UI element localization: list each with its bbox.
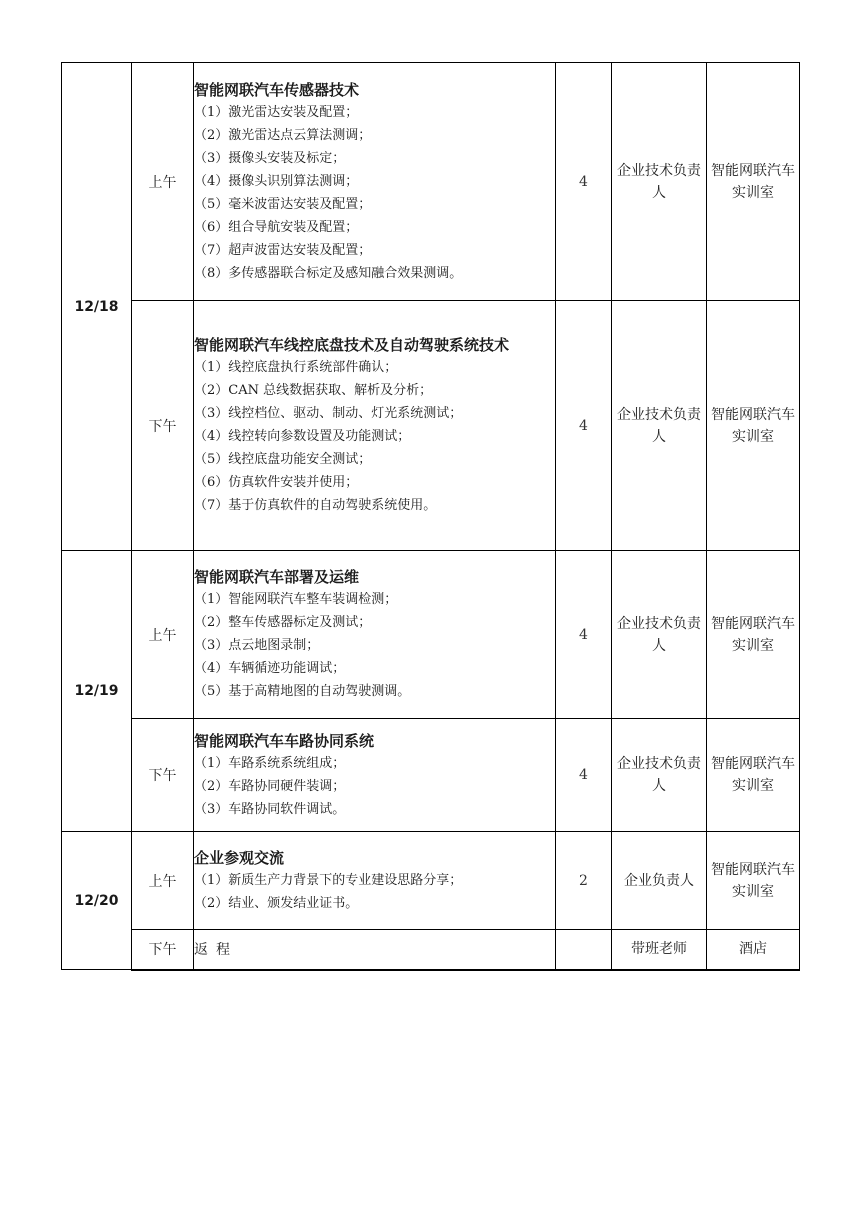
table-row (62, 832, 800, 930)
venue-cell: 酒店 (707, 930, 800, 970)
teacher-cell: 带班老师 (612, 930, 707, 970)
venue-cell: 智能网联汽车实训室 (707, 832, 800, 930)
table-row (62, 551, 800, 719)
table-row (62, 719, 800, 832)
teacher-cell: 企业技术负责人 (612, 551, 707, 719)
course-item: （4）摄像头识别算法测调； (194, 173, 359, 189)
session-cell: 下午 (132, 719, 194, 832)
teacher-cell: 企业技术负责人 (612, 63, 707, 301)
course-item: （5）线控底盘功能安全测试； (194, 452, 372, 467)
hours-cell: 4 (556, 63, 612, 301)
venue-cell: 智能网联汽车实训室 (707, 63, 800, 301)
session-cell: 上午 (132, 551, 194, 719)
course-item-list (194, 588, 555, 703)
return-trip-label: 返程 (194, 942, 238, 959)
course-title: 智能网联汽车车路协同系统 (194, 731, 375, 750)
course-item: （3）线控档位、驱动、制动、灯光系统测试； (194, 406, 463, 421)
teacher-cell: 企业负责人 (612, 832, 707, 930)
course-item-list (194, 101, 555, 285)
session-cell: 上午 (132, 63, 194, 301)
course-item: （4）线控转向参数设置及功能测试； (194, 429, 411, 444)
table-row (62, 301, 800, 551)
hours-cell: 4 (556, 719, 612, 832)
course-item: （6）仿真软件安装并使用； (194, 475, 359, 490)
course-item: （1）新质生产力背景下的专业建设思路分享； (194, 872, 463, 888)
course-item: （2）CAN 总线数据获取、解析及分析； (194, 383, 433, 398)
course-item: （3）点云地图录制； (194, 638, 320, 653)
course-item: （1）线控底盘执行系统部件确认； (194, 360, 398, 375)
course-item: （2）结业、颁发结业证书。 (194, 895, 359, 911)
date-cell: 12/20 (62, 832, 132, 970)
session-cell: 下午 (132, 930, 194, 970)
course-item: （1）车路系统系统组成； (194, 755, 346, 771)
course-item-list (194, 356, 555, 517)
course-item: （2）激光雷达点云算法测调； (194, 127, 372, 143)
course-item: （7）超声波雷达安装及配置； (194, 242, 372, 258)
date-cell: 12/18 (62, 63, 132, 551)
course-item-list (194, 752, 555, 821)
venue-cell: 智能网联汽车实训室 (707, 719, 800, 832)
course-title: 智能网联汽车部署及运维 (194, 568, 360, 586)
course-item: （3）车路协同软件调试。 (194, 801, 346, 817)
venue-cell: 智能网联汽车实训室 (707, 301, 800, 551)
hours-cell: 4 (556, 551, 612, 719)
table-row (62, 63, 800, 301)
table-row (62, 930, 800, 970)
course-title: 智能网联汽车传感器技术 (194, 80, 360, 99)
session-cell: 下午 (132, 301, 194, 551)
course-item: （1）激光雷达安装及配置； (194, 104, 359, 120)
content-cell (194, 930, 556, 970)
course-item-list (194, 869, 555, 915)
course-item: （5）毫米波雷达安装及配置； (194, 196, 372, 212)
course-item: （1）智能网联汽车整车装调检测； (194, 592, 398, 607)
content-cell (194, 301, 556, 551)
course-item: （2）整车传感器标定及测试； (194, 615, 372, 630)
content-cell (194, 551, 556, 719)
hours-cell: 4 (556, 301, 612, 551)
course-item: （8）多传感器联合标定及感知融合效果测调。 (194, 265, 463, 281)
venue-cell: 智能网联汽车实训室 (707, 551, 800, 719)
content-cell (194, 719, 556, 832)
teacher-cell: 企业技术负责人 (612, 301, 707, 551)
content-cell (194, 832, 556, 930)
schedule-table (61, 62, 800, 971)
date-cell: 12/19 (62, 551, 132, 832)
course-item: （3）摄像头安装及标定； (194, 150, 346, 166)
course-item: （5）基于高精地图的自动驾驶测调。 (194, 684, 411, 699)
course-item: （4）车辆循迹功能调试； (194, 661, 346, 676)
course-item: （6）组合导航安装及配置； (194, 219, 359, 235)
course-title: 企业参观交流 (194, 848, 285, 867)
session-cell: 上午 (132, 832, 194, 930)
teacher-cell: 企业技术负责人 (612, 719, 707, 832)
content-cell (194, 63, 556, 301)
hours-cell: 2 (556, 832, 612, 930)
course-item: （7）基于仿真软件的自动驾驶系统使用。 (194, 498, 437, 513)
course-item: （2）车路协同硬件装调； (194, 778, 346, 794)
hours-cell (556, 930, 612, 970)
course-title: 智能网联汽车线控底盘技术及自动驾驶系统技术 (194, 336, 510, 354)
